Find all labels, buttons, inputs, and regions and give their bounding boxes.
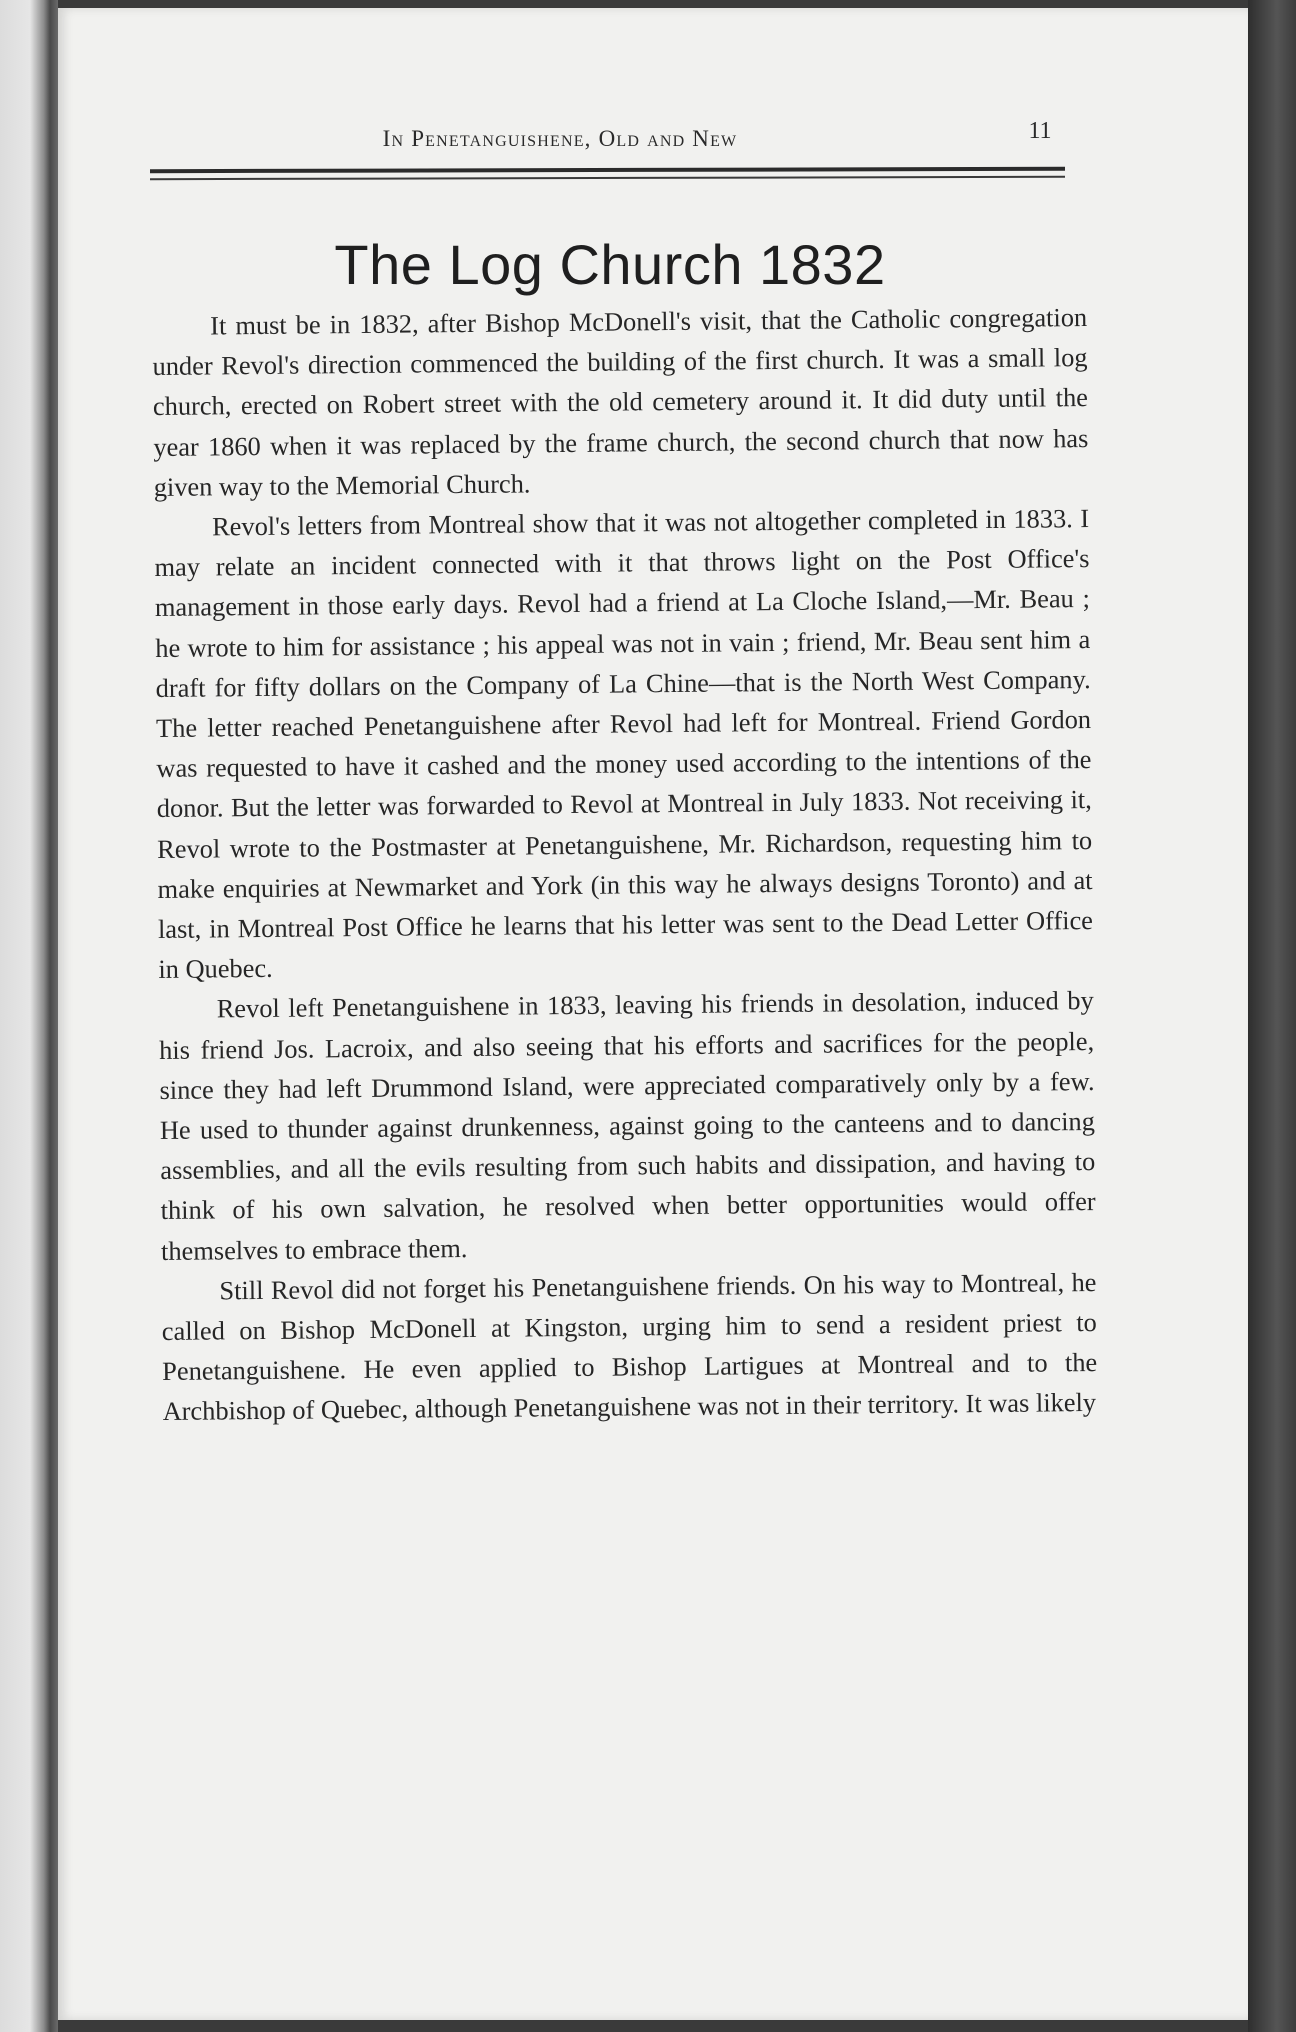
right-page-edge xyxy=(1248,0,1296,2032)
article-title: The Log Church 1832 xyxy=(334,233,886,296)
running-head: In Penetanguishene, Old and New xyxy=(382,126,738,151)
paragraph-2: Revol's letters from Montreal show that it was not altogether completed in 1833. I may relate an incident connected with it that throws light on the Post Office's management in those early days. Revol had a friend at La Cloche Island,—Mr. Beau ; he wrote to him for assistance ; his appeal was not in vain ; friend, Mr. Beau sent him a draft for fifty dollars on the Company of La Chine—that is the North West Company. The letter reached Penetanguishene after Revol had left for Montreal. Friend Gordon was requested to have it cashed and the money used according to the intentions of the donor. But the letter was forwarded to Revol at Montreal in July 1833. Not receiving it, Revol wrote to the Postmaster at Penetanguishene, Mr. Richardson, requesting him to make enquiries at Newmarket and York (in this way he always designs Toronto) and at last, in Montreal Post Office he learns that his letter was sent to the Dead Letter Office in Quebec. xyxy=(154,503,1094,985)
left-binding-margin xyxy=(0,0,58,2032)
page-number: 11 xyxy=(1028,118,1052,144)
paragraph-4: Still Revol did not forget his Penetanguishene friends. On his way to Montreal, he called on Bishop McDonell at Kingston, urging him to send a resident priest to Penetanguishene. He even applied to Bishop Lartigues at Montreal and to the Archbishop of Quebec, although Penetanguishene was not in their territory. It was likely xyxy=(161,1266,1098,1427)
paragraph-1: It must be in 1832, after Bishop McDonell's visit, that the Catholic congregation under Revol's direction commenced the building of the first church. It was a small log church, erected on Robert street with the old cemetery around it. It did duty until the year 1860 when it was replaced by the frame church, the second church that now has given way to the Memorial Church. xyxy=(152,302,1089,502)
article-body xyxy=(152,297,1098,1432)
paragraph-3: Revol left Penetanguishene in 1833, leaving his friends in desolation, induced by his friend Jos. Lacroix, and also seeing that his efforts and sacrifices for the people, since they had left Drummond Island, were appreciated comparatively only by a few. He used to thunder against drunkenness, against going to the canteens and to dancing assemblies, and all the evils resulting from such habits and dissipation, and having to think of his own salvation, he resolved when better opportunities would offer themselves to embrace them. xyxy=(158,985,1096,1266)
